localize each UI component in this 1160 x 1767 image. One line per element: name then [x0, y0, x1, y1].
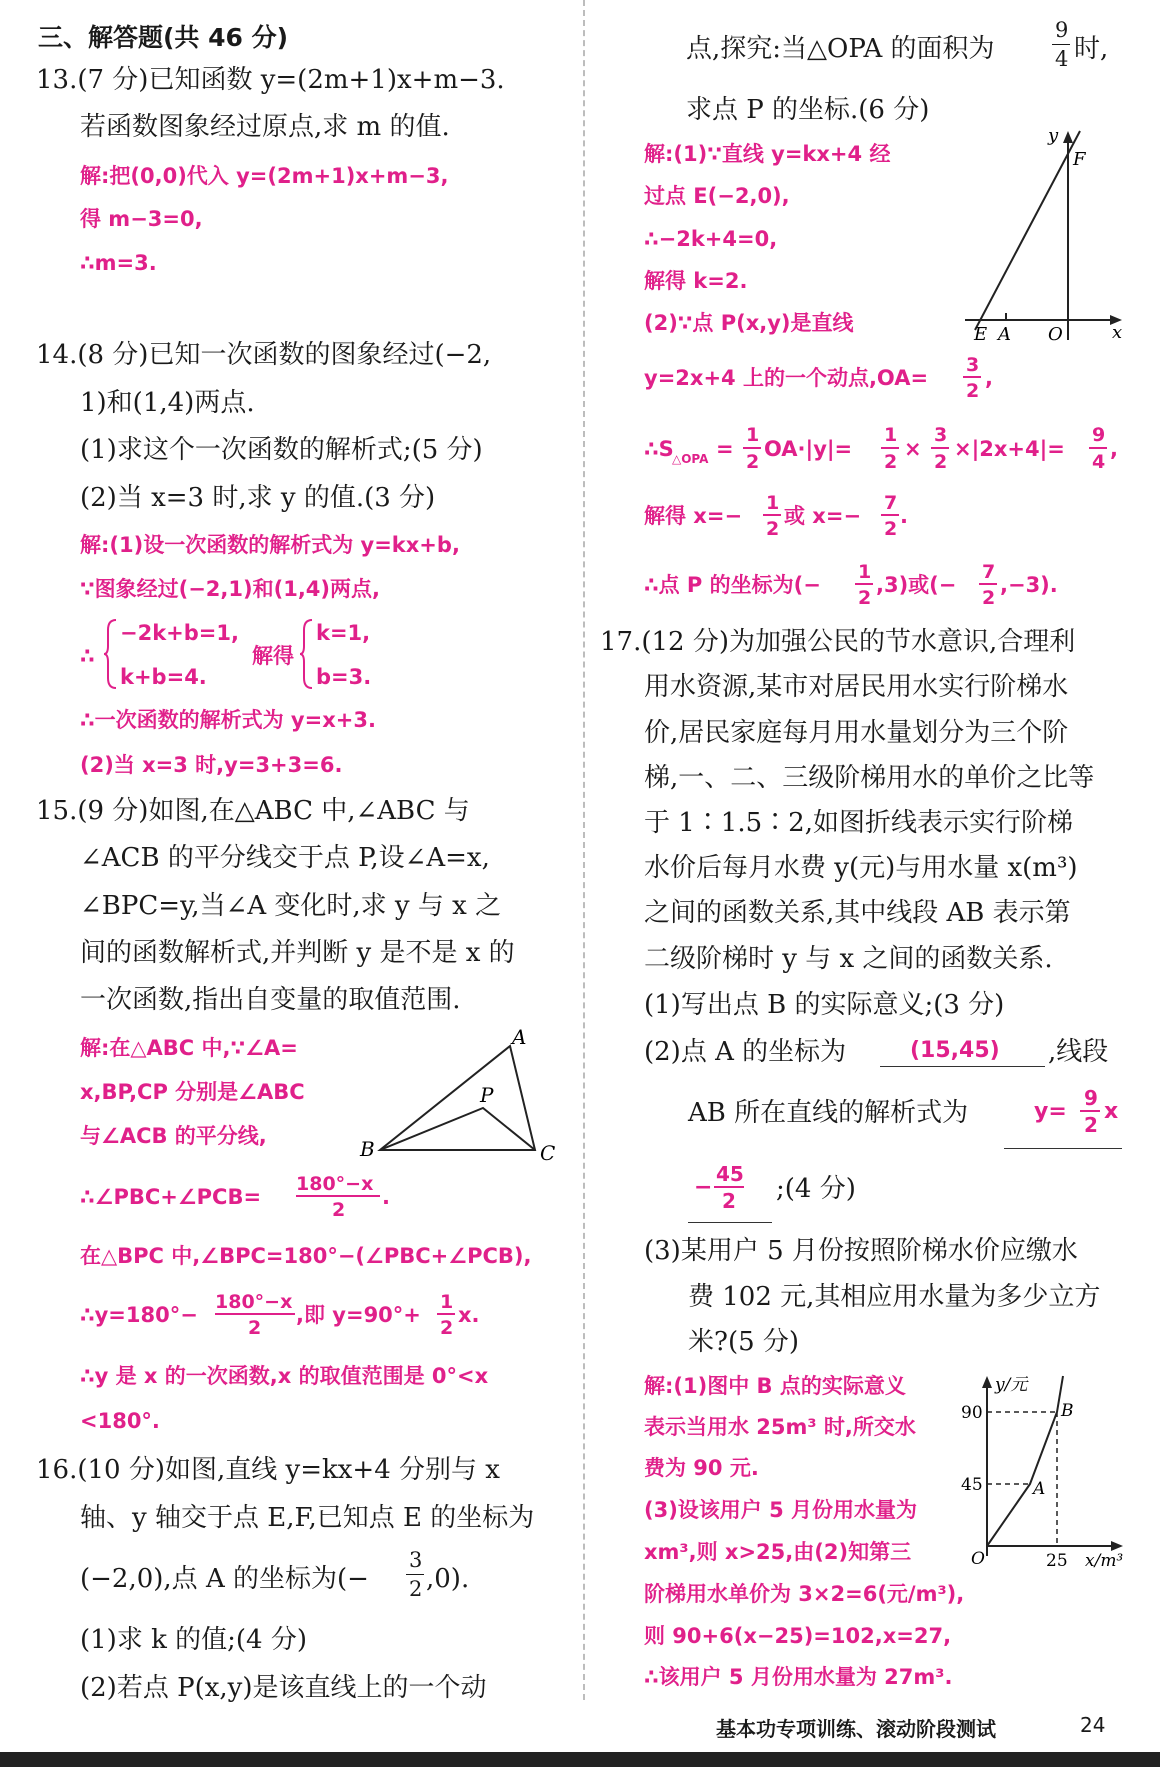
q16-line-5: (2)若点 P(x,y)是该直线上的一个动	[80, 1673, 487, 1703]
comma: ,	[985, 366, 993, 390]
q16-solution-1: 解:(1)∵直线 y=kx+4 经	[644, 142, 891, 166]
q17-line-10a: (2)点 A 的坐标为	[644, 1037, 847, 1067]
q14-eq-2: k+b=4.	[120, 665, 207, 689]
q16-line-3a: (−2,0),点 A 的坐标为(−	[80, 1564, 369, 1594]
q16-sol-frac-num: 3	[966, 354, 980, 376]
q17-line-14: 费 102 元,其相应用水量为多少立方	[688, 1282, 1101, 1312]
q16-solution-7d: ×	[904, 437, 922, 461]
point-e-label: E	[974, 324, 988, 345]
q17-line-6: 水价后每月水费 y(元)与用水量 x(m³)	[644, 853, 1078, 883]
vertex-a-label: A	[512, 1025, 527, 1049]
sol9-frac1-num: 1	[858, 561, 872, 583]
sol8-frac2-den: 2	[884, 518, 898, 540]
q16-solution-9c: ,−3).	[1000, 573, 1058, 597]
q16-frac-num: 3	[409, 1548, 423, 1572]
column-divider	[583, 0, 585, 1700]
q17-solution-1: 解:(1)图中 B 点的实际意义	[644, 1374, 906, 1398]
q17-line-5: 于 1∶1.5∶2,如图折线表示实行阶梯	[644, 808, 1073, 838]
therefore-symbol: ∴	[80, 644, 95, 668]
line-graph-figure	[960, 125, 1130, 350]
bottom-bar	[0, 1752, 1160, 1767]
sol7-frac1-den: 2	[746, 451, 760, 473]
q14-solution-5: (2)当 x=3 时,y=3+3=6.	[80, 753, 343, 777]
q17-line-12b: ;(4 分)	[776, 1174, 856, 1204]
q17-solution-3: 费为 90 元.	[644, 1456, 759, 1480]
q16-line-6b: 时,	[1074, 34, 1109, 64]
sol7-frac2-den: 2	[884, 451, 898, 473]
sol7-frac4-den: 4	[1092, 451, 1106, 473]
point-p-label: P	[480, 1083, 494, 1107]
q16-solution-6a: y=2x+4 上的一个动点,OA=	[644, 366, 929, 390]
q14-solution-1: 解:(1)设一次函数的解析式为 y=kx+b,	[80, 533, 460, 557]
left-brace-1	[104, 618, 118, 690]
q15-solution-3: 与∠ACB 的平分线,	[80, 1124, 267, 1148]
q16-solution-4: 解得 k=2.	[644, 269, 748, 293]
fraction-bar	[1052, 44, 1070, 45]
q17-ans2-frac-den: 2	[722, 1189, 736, 1213]
origin-label: O	[971, 1549, 985, 1569]
q13-line-2: 若函数图象经过原点,求 m 的值.	[80, 112, 450, 142]
q16-solution-7e: ×|2x+4|=	[954, 437, 1065, 461]
q16-line-4: (1)求 k 的值;(4 分)	[80, 1625, 307, 1655]
point-a-label: A	[1033, 1479, 1046, 1499]
q15-solution-6b: ,即 y=90°+	[296, 1303, 421, 1327]
point-a-label: A	[998, 324, 1011, 345]
q15-solution-6a: ∴y=180°−	[80, 1303, 198, 1327]
q16-line-6a: 点,探究:当△OPA 的面积为	[686, 34, 995, 64]
q17-answer-b2: −	[694, 1175, 713, 1200]
sol8-frac2-num: 7	[884, 492, 898, 514]
q15-frac-den: 2	[332, 1199, 346, 1221]
q16-solution-7a: ∴S	[644, 437, 674, 461]
q16-line-7: 求点 P 的坐标.(6 分)	[686, 95, 930, 125]
q16-frac2-den: 4	[1055, 47, 1069, 71]
q15-solution-6c: x.	[458, 1303, 480, 1327]
q17-ans-frac-den: 2	[1084, 1113, 1098, 1137]
q17-ans-frac-num: 9	[1084, 1086, 1098, 1110]
q14-solution-4: ∴一次函数的解析式为 y=x+3.	[80, 708, 376, 732]
q15-solution-7: ∴y 是 x 的一次函数,x 的取值范围是 0°<x	[80, 1364, 489, 1388]
q17-line-7: 之间的函数关系,其中线段 AB 表示第	[644, 898, 1071, 928]
q14-result-2: b=3.	[316, 665, 372, 689]
q17-line-2: 用水资源,某市对居民用水实行阶梯水	[644, 672, 1069, 702]
axis-y-label: y	[1048, 125, 1059, 146]
page-number: 24	[1080, 1713, 1106, 1737]
section-title: 三、解答题(共 46 分)	[38, 23, 289, 52]
axis-y-label: y/元	[995, 1375, 1028, 1395]
q16-solution-3: ∴−2k+4=0,	[644, 227, 778, 251]
q13-solution-2: 得 m−3=0,	[80, 207, 203, 231]
sol7-frac4-num: 9	[1092, 424, 1106, 446]
left-brace-2	[300, 618, 314, 690]
sol9-frac1-den: 2	[858, 587, 872, 609]
q15-line-1: 15.(9 分)如图,在△ABC 中,∠ABC 与	[36, 796, 470, 826]
point-f-label: F	[1073, 149, 1086, 170]
q16-solution-7b: =	[716, 437, 734, 461]
tick-25: 25	[1046, 1551, 1068, 1571]
q15-solution-8: <180°.	[80, 1409, 160, 1433]
tick-90: 90	[961, 1403, 983, 1423]
answer-blank-2	[1004, 1148, 1122, 1149]
triangle-figure	[350, 1025, 570, 1165]
q16-solution-8a: 解得 x=−	[644, 504, 743, 528]
vertex-b-label: B	[360, 1137, 375, 1161]
sol8-frac1-num: 1	[766, 492, 780, 514]
comma: ,	[1110, 437, 1118, 461]
q15-frac-num: 180°−x	[296, 1173, 374, 1195]
sol7-frac2-num: 1	[884, 424, 898, 446]
q16-solution-8b: 或 x=−	[784, 504, 862, 528]
q15-solution-2: x,BP,CP 分别是∠ABC	[80, 1080, 305, 1104]
q14-line-4: (2)当 x=3 时,求 y 的值.(3 分)	[80, 483, 436, 513]
q16-solution-2: 过点 E(−2,0),	[644, 184, 790, 208]
q17-answer-b-x: x	[1104, 1099, 1119, 1124]
q13-solution-3: ∴m=3.	[80, 251, 157, 275]
q16-line-1: 16.(10 分)如图,直线 y=kx+4 分别与 x	[36, 1455, 500, 1485]
q16-solution-9a: ∴点 P 的坐标为(−	[644, 573, 821, 597]
period: .	[382, 1185, 390, 1209]
q15-frac2-den: 2	[248, 1317, 262, 1339]
sol8-frac1-den: 2	[766, 518, 780, 540]
q17-solution-6: 阶梯用水单价为 3×2=6(元/m³),	[644, 1582, 965, 1606]
q13-line-1: 13.(7 分)已知函数 y=(2m+1)x+m−3.	[36, 65, 505, 95]
q17-line-8: 二级阶梯时 y 与 x 之间的函数关系.	[644, 944, 1053, 974]
q14-result-1: k=1,	[316, 621, 371, 645]
q17-answer-b1: y=	[1034, 1099, 1067, 1124]
q17-solution-4: (3)设该用户 5 月份用水量为	[644, 1498, 918, 1522]
q16-solution-5: (2)∵点 P(x,y)是直线	[644, 311, 854, 335]
fraction-bar	[406, 1574, 424, 1575]
q14-solve-word: 解得	[252, 644, 294, 668]
q17-line-4: 梯,一、二、三级阶梯用水的单价之比等	[644, 763, 1095, 793]
sol7-frac3-num: 3	[934, 424, 948, 446]
q15-line-3: ∠BPC=y,当∠A 变化时,求 y 与 x 之	[80, 891, 502, 921]
footer-title: 基本功专项训练、滚动阶段测试	[716, 1717, 996, 1741]
q15-solution-4: ∴∠PBC+∠PCB=	[80, 1185, 262, 1209]
q15-solution-5: 在△BPC 中,∠BPC=180°−(∠PBC+∠PCB),	[80, 1244, 532, 1268]
q17-answer-a: (15,45)	[910, 1038, 1000, 1063]
q16-sol-frac-den: 2	[966, 380, 980, 402]
origin-label: O	[1048, 324, 1063, 345]
q15-line-5: 一次函数,指出自变量的取值范围.	[80, 985, 461, 1015]
answer-blank-1	[880, 1066, 1045, 1067]
q14-line-3: (1)求这个一次函数的解析式;(5 分)	[80, 435, 483, 465]
q15-frac3-den: 2	[440, 1317, 454, 1339]
q17-line-9: (1)写出点 B 的实际意义;(3 分)	[644, 990, 1005, 1020]
tick-45: 45	[961, 1475, 983, 1495]
q17-solution-5: xm³,则 x>25,由(2)知第三	[644, 1540, 912, 1564]
q15-solution-1: 解:在△ABC 中,∵∠A=	[80, 1036, 298, 1060]
q16-frac-den: 2	[409, 1577, 423, 1601]
q17-line-3: 价,居民家庭每月用水量划分为三个阶	[644, 718, 1069, 748]
sol7-frac1-num: 1	[746, 424, 760, 446]
q17-ans2-frac-num: 45	[716, 1162, 744, 1186]
q16-solution-9b: ,3)或(−	[876, 573, 957, 597]
sol9-frac2-num: 7	[982, 561, 996, 583]
q15-frac3-num: 1	[440, 1291, 454, 1313]
q14-line-2: 1)和(1,4)两点.	[80, 388, 255, 418]
sol7-frac3-den: 2	[934, 451, 948, 473]
q17-line-13: (3)某用户 5 月份按照阶梯水价应缴水	[644, 1236, 1078, 1266]
point-b-label: B	[1061, 1401, 1074, 1421]
q14-eq-1: −2k+b=1,	[120, 621, 239, 645]
q16-line-2: 轴、y 轴交于点 E,F,已知点 E 的坐标为	[80, 1503, 535, 1533]
q15-frac2-num: 180°−x	[215, 1291, 293, 1313]
q17-solution-7: 则 90+6(x−25)=102,x=27,	[644, 1624, 952, 1648]
vertex-c-label: C	[540, 1141, 556, 1165]
q16-solution-7-sub: △OPA	[672, 452, 709, 466]
q13-solution-1: 解:把(0,0)代入 y=(2m+1)x+m−3,	[80, 164, 449, 188]
q16-frac2-num: 9	[1055, 18, 1069, 42]
answer-blank-3	[688, 1222, 772, 1223]
water-fee-graph	[955, 1372, 1155, 1572]
q15-line-4: 间的函数解析式,并判断 y 是不是 x 的	[80, 938, 515, 968]
q17-line-10b: ,线段	[1048, 1037, 1109, 1067]
period: .	[900, 504, 908, 528]
q16-solution-7c: OA·|y|=	[764, 437, 853, 461]
axis-x-label: x/m³	[1085, 1551, 1124, 1571]
q17-line-15: 米?(5 分)	[688, 1327, 800, 1357]
axis-x-label: x	[1112, 322, 1123, 343]
q17-line-1: 17.(12 分)为加强公民的节水意识,合理利	[600, 627, 1076, 657]
q17-solution-2: 表示当用水 25m³ 时,所交水	[644, 1415, 916, 1439]
q17-line-11: AB 所在直线的解析式为	[688, 1098, 969, 1128]
q15-line-2: ∠ACB 的平分线交于点 P,设∠A=x,	[80, 843, 490, 873]
q14-solution-2: ∵图象经过(−2,1)和(1,4)两点,	[80, 577, 380, 601]
q17-solution-8: ∴该用户 5 月份用水量为 27m³.	[644, 1665, 953, 1689]
q14-line-1: 14.(8 分)已知一次函数的图象经过(−2,	[36, 340, 492, 370]
q16-line-3b: ,0).	[426, 1564, 470, 1594]
sol9-frac2-den: 2	[982, 587, 996, 609]
